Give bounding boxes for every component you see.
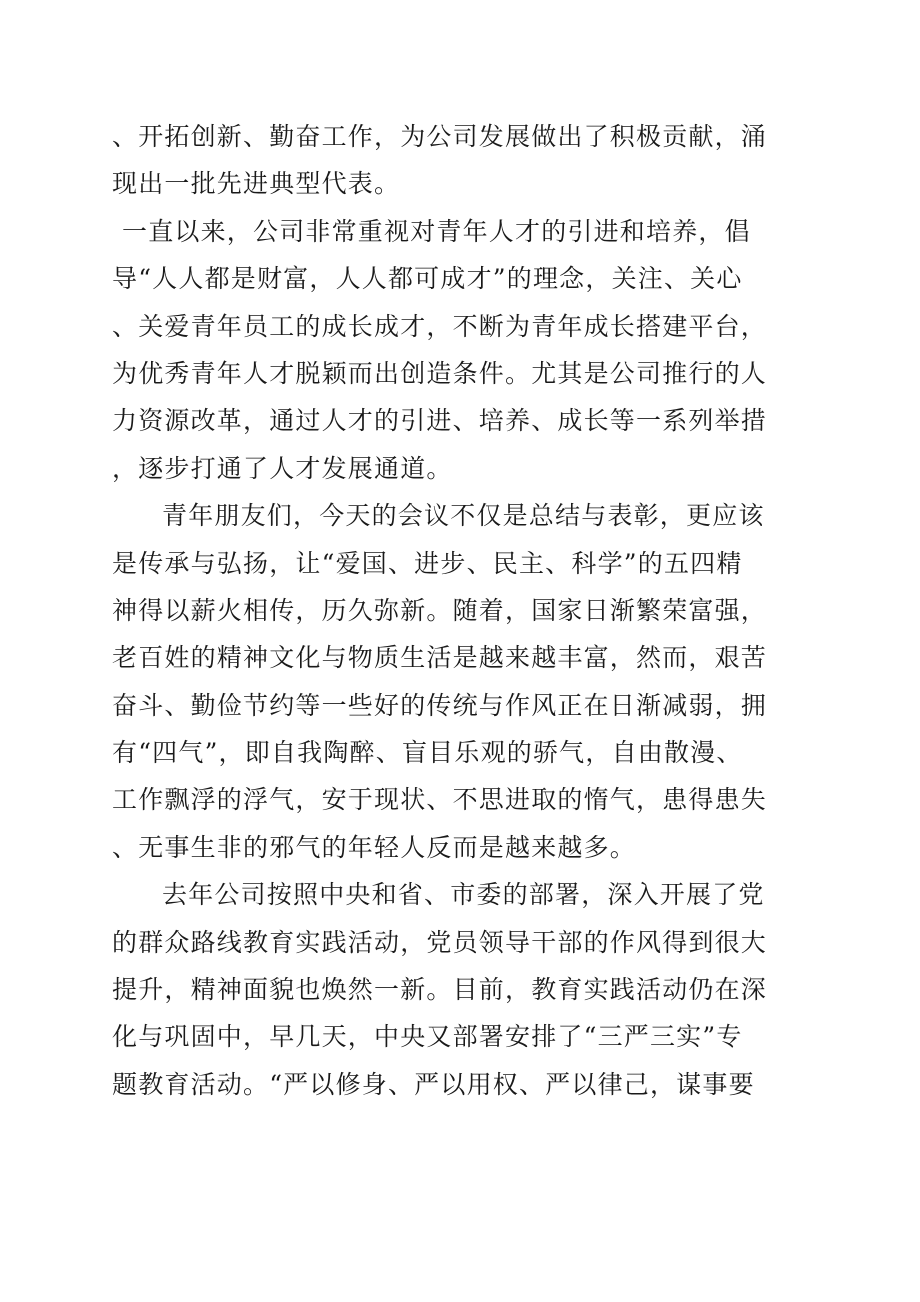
- text-line: 老百姓的精神文化与物质生活是越来越丰富，然而，艰苦: [112, 643, 768, 673]
- text-line: 、关爱青年员工的成长成才，不断为青年成长搭建平台，: [112, 311, 768, 341]
- paragraph: [112, 208, 782, 492]
- text-line: 奋斗、勤俭节约等一些好的传统与作风正在日渐减弱，拥: [112, 690, 768, 720]
- text-line: 去年公司按照中央和省、市委的部署，深入开展了党: [162, 880, 765, 910]
- text-line: 青年朋友们，今天的会议不仅是总结与表彰，更应该: [162, 501, 765, 531]
- text-line: 有“四气”，即自我陶醉、盲目乐观的骄气，自由散漫、: [112, 738, 743, 768]
- body-text: [112, 113, 782, 1108]
- text-line: 提升，精神面貌也焕然一新。目前，教育实践活动仍在深: [112, 975, 768, 1005]
- text-line: ，逐步打通了人才发展通道。: [112, 453, 453, 483]
- paragraph: [112, 492, 782, 871]
- text-line: 、无事生非的邪气的年轻人反而是越来越多。: [112, 832, 637, 862]
- text-line: 、开拓创新、勤奋工作，为公司发展做出了积极贡献，涌: [112, 122, 768, 151]
- text-line: 导“人人都是财富，人人都可成才”的理念，关注、关心: [112, 264, 743, 294]
- text-line: 的群众路线教育实践活动，党员领导干部的作风得到很大: [112, 927, 768, 957]
- text-line: 为优秀青年人才脱颖而出创造条件。尤其是公司推行的人: [112, 358, 768, 388]
- paragraph: [112, 871, 782, 1108]
- text-line: 一直以来，公司非常重视对青年人才的引进和培养，倡: [122, 216, 751, 246]
- text-line: 神得以薪火相传，历久弥新。随着，国家日渐繁荣富强，: [112, 595, 768, 625]
- paragraph: [112, 113, 782, 208]
- text-line: 题教育活动。“严以修身、严以用权、严以律己，谋事要: [112, 1069, 755, 1099]
- text-line: 力资源改革，通过人才的引进、培养、成长等一系列举措: [112, 406, 768, 436]
- text-line: 化与巩固中，早几天，中央又部署安排了“三严三实”专: [112, 1022, 743, 1052]
- text-line: 工作飘浮的浮气，安于现状、不思进取的惰气，患得患失: [112, 785, 768, 815]
- text-line: 现出一批先进典型代表。: [112, 169, 401, 199]
- text-line: 是传承与弘扬，让“爱国、进步、民主、科学”的五四精: [112, 548, 743, 578]
